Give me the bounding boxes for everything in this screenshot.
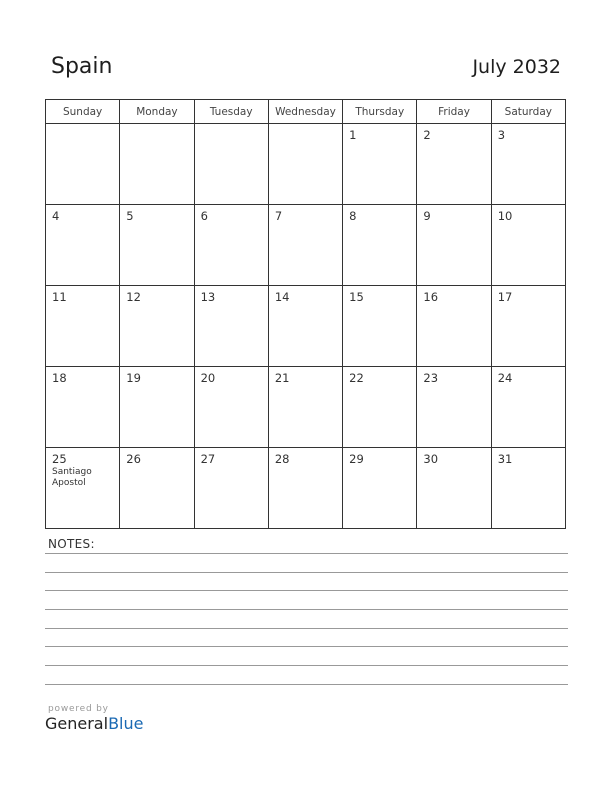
note-line xyxy=(45,646,568,647)
day-cell xyxy=(417,367,491,448)
day-number: 26 xyxy=(126,452,141,466)
day-number: 2 xyxy=(423,128,431,142)
day-cell xyxy=(343,448,417,529)
day-number: 30 xyxy=(423,452,439,466)
notes-label: NOTES: xyxy=(48,537,95,551)
week-row xyxy=(46,124,566,205)
country-title: Spain xyxy=(51,54,113,79)
day-cell xyxy=(417,286,491,367)
day-number: 22 xyxy=(349,371,364,385)
day-number: 17 xyxy=(497,290,513,304)
day-number: 5 xyxy=(126,209,134,223)
day-number: 27 xyxy=(200,452,216,466)
week-row xyxy=(46,205,566,286)
day-cell xyxy=(194,205,268,286)
day-number: 3 xyxy=(497,128,506,142)
day-cell xyxy=(268,367,342,448)
weekday-sunday: Sunday xyxy=(46,100,120,124)
weekday-thursday: Thursday xyxy=(343,100,417,124)
day-cell xyxy=(120,367,194,448)
day-cell xyxy=(46,448,120,529)
day-cell xyxy=(268,124,342,205)
day-number: 21 xyxy=(274,371,290,385)
week-row xyxy=(46,367,566,448)
note-line xyxy=(45,684,568,685)
powered-by-text: powered by xyxy=(48,704,109,714)
brand-name xyxy=(45,714,143,733)
day-number: 19 xyxy=(126,371,141,385)
day-number: 23 xyxy=(423,371,439,385)
calendar-grid xyxy=(45,99,566,529)
weekday-header-row xyxy=(46,100,566,124)
day-number: 13 xyxy=(200,290,216,304)
day-number: 10 xyxy=(497,209,513,223)
day-cell xyxy=(194,367,268,448)
note-line xyxy=(45,628,568,629)
day-number: 7 xyxy=(274,209,283,223)
brand-blue: Blue xyxy=(108,714,144,733)
day-cell xyxy=(120,286,194,367)
brand-general: General xyxy=(45,714,109,733)
note-line xyxy=(45,665,568,666)
week-row xyxy=(46,448,566,529)
day-number: 11 xyxy=(52,290,67,304)
day-cell xyxy=(491,205,565,286)
weekday-friday: Friday xyxy=(417,100,491,124)
day-number: 8 xyxy=(349,209,357,223)
day-number: 31 xyxy=(497,452,513,466)
day-cell xyxy=(491,124,565,205)
brand-logo xyxy=(45,704,143,733)
day-cell xyxy=(268,286,342,367)
day-cell xyxy=(46,367,120,448)
day-cell xyxy=(343,367,417,448)
note-line xyxy=(45,590,568,591)
day-cell xyxy=(46,124,120,205)
note-line xyxy=(45,572,568,573)
day-cell xyxy=(491,286,565,367)
day-cell xyxy=(194,124,268,205)
day-number: 9 xyxy=(423,209,431,223)
day-cell xyxy=(120,205,194,286)
day-cell xyxy=(120,448,194,529)
day-number: 4 xyxy=(52,209,60,223)
weekday-wednesday: Wednesday xyxy=(268,100,342,124)
day-number: 12 xyxy=(126,290,141,304)
day-cell xyxy=(417,124,491,205)
day-cell xyxy=(343,286,417,367)
day-number: 14 xyxy=(274,290,290,304)
day-cell xyxy=(194,286,268,367)
day-number: 20 xyxy=(200,371,216,385)
day-number: 6 xyxy=(200,209,208,223)
month-title: July 2032 xyxy=(472,56,561,78)
day-cell xyxy=(417,205,491,286)
day-cell xyxy=(343,205,417,286)
weekday-saturday: Saturday xyxy=(491,100,565,124)
note-line xyxy=(45,553,568,554)
day-cell xyxy=(417,448,491,529)
week-row xyxy=(46,286,566,367)
day-number: 24 xyxy=(497,371,513,385)
day-number: 15 xyxy=(349,290,364,304)
day-number: 18 xyxy=(52,371,67,385)
day-cell xyxy=(268,448,342,529)
holiday-label: Santiago Apostol xyxy=(52,467,92,488)
day-number: 16 xyxy=(423,290,439,304)
day-number: 25 xyxy=(52,452,67,466)
day-number: 28 xyxy=(274,452,290,466)
day-cell xyxy=(120,124,194,205)
day-cell xyxy=(491,448,565,529)
day-number: 29 xyxy=(349,452,364,466)
weekday-monday: Monday xyxy=(120,100,194,124)
weekday-tuesday: Tuesday xyxy=(194,100,268,124)
note-line xyxy=(45,609,568,610)
day-cell xyxy=(194,448,268,529)
day-cell xyxy=(491,367,565,448)
day-cell xyxy=(268,205,342,286)
day-cell xyxy=(46,205,120,286)
day-cell xyxy=(46,286,120,367)
day-number: 1 xyxy=(349,128,357,142)
day-cell xyxy=(343,124,417,205)
